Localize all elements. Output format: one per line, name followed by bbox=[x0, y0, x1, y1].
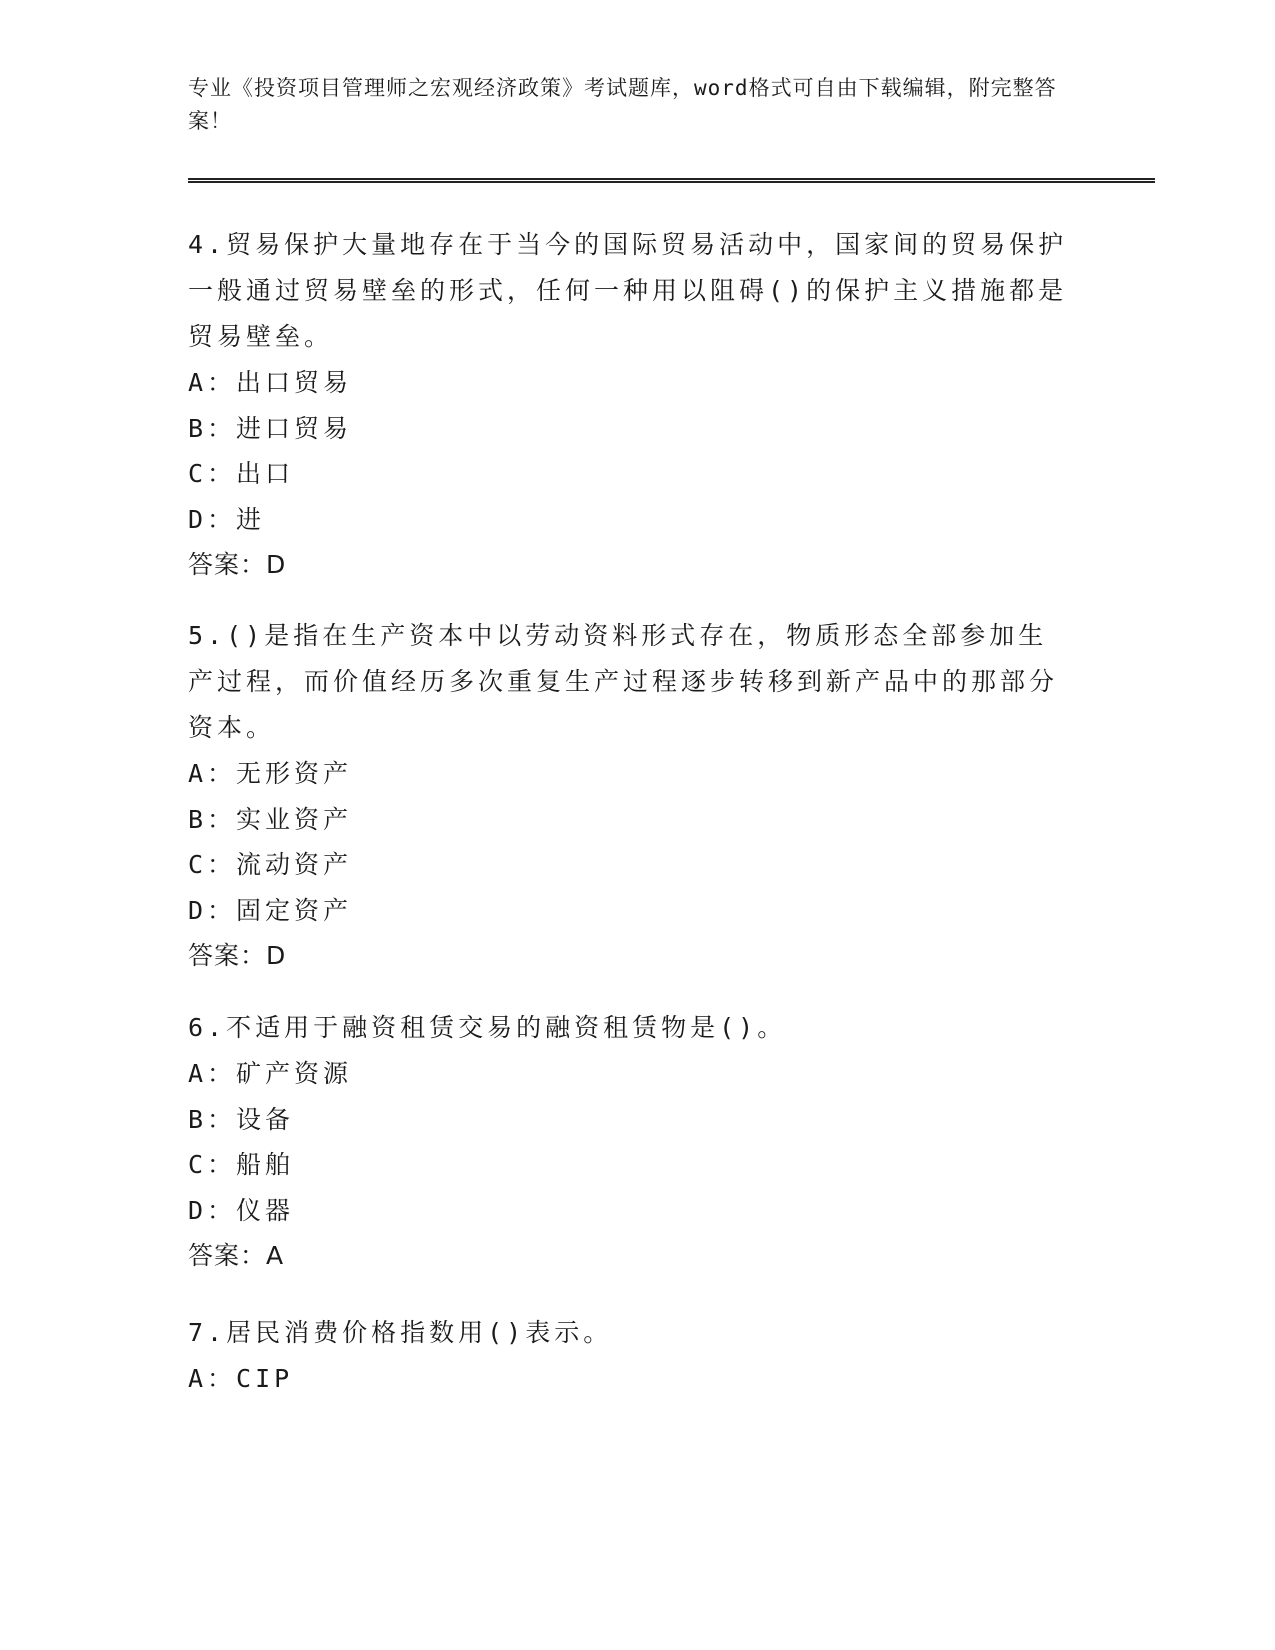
option-b: B：实业资产 bbox=[188, 804, 353, 834]
question-5 bbox=[188, 613, 1068, 978]
answer: 答案：A bbox=[188, 1241, 285, 1270]
option-d: D：仪器 bbox=[188, 1195, 295, 1225]
question-stem: 7.居民消费价格指数用()表示。 bbox=[188, 1318, 613, 1347]
option-a: A：无形资产 bbox=[188, 759, 353, 788]
question-4 bbox=[188, 222, 1068, 587]
question-6 bbox=[188, 1005, 1068, 1278]
option-a: A：出口贸易 bbox=[188, 368, 353, 397]
option-d: D：固定资产 bbox=[188, 895, 353, 925]
option-c: C：船舶 bbox=[188, 1150, 295, 1179]
question-stem: 4.贸易保护大量地存在于当今的国际贸易活动中，国家间的贸易保护一般通过贸易壁垒的形式，任何一种用以阻碍()的保护主义措施都是贸易壁垒。 bbox=[188, 230, 1068, 351]
question-7 bbox=[188, 1310, 1068, 1402]
answer: 答案：D bbox=[188, 941, 287, 970]
document-header: 专业《投资项目管理师之宏观经济政策》考试题库，word格式可自由下载编辑，附完整答案！ bbox=[188, 76, 1057, 133]
question-stem: 5.()是指在生产资本中以劳动资料形式存在，物质形态全部参加生产过程，而价值经历多次重复生产过程逐步转移到新产品中的那部分资本。 bbox=[188, 621, 1059, 742]
option-a: A：CIP bbox=[188, 1364, 294, 1393]
option-d: D：进 bbox=[188, 504, 266, 534]
option-a: A：矿产资源 bbox=[188, 1059, 353, 1088]
header-divider bbox=[188, 178, 1155, 183]
question-stem: 6.不适用于融资租赁交易的融资租赁物是()。 bbox=[188, 1013, 787, 1042]
option-c: C：出口 bbox=[188, 459, 295, 488]
option-b: B：进口贸易 bbox=[188, 413, 353, 443]
answer: 答案：D bbox=[188, 550, 287, 579]
option-c: C：流动资产 bbox=[188, 850, 353, 879]
option-b: B：设备 bbox=[188, 1104, 295, 1134]
